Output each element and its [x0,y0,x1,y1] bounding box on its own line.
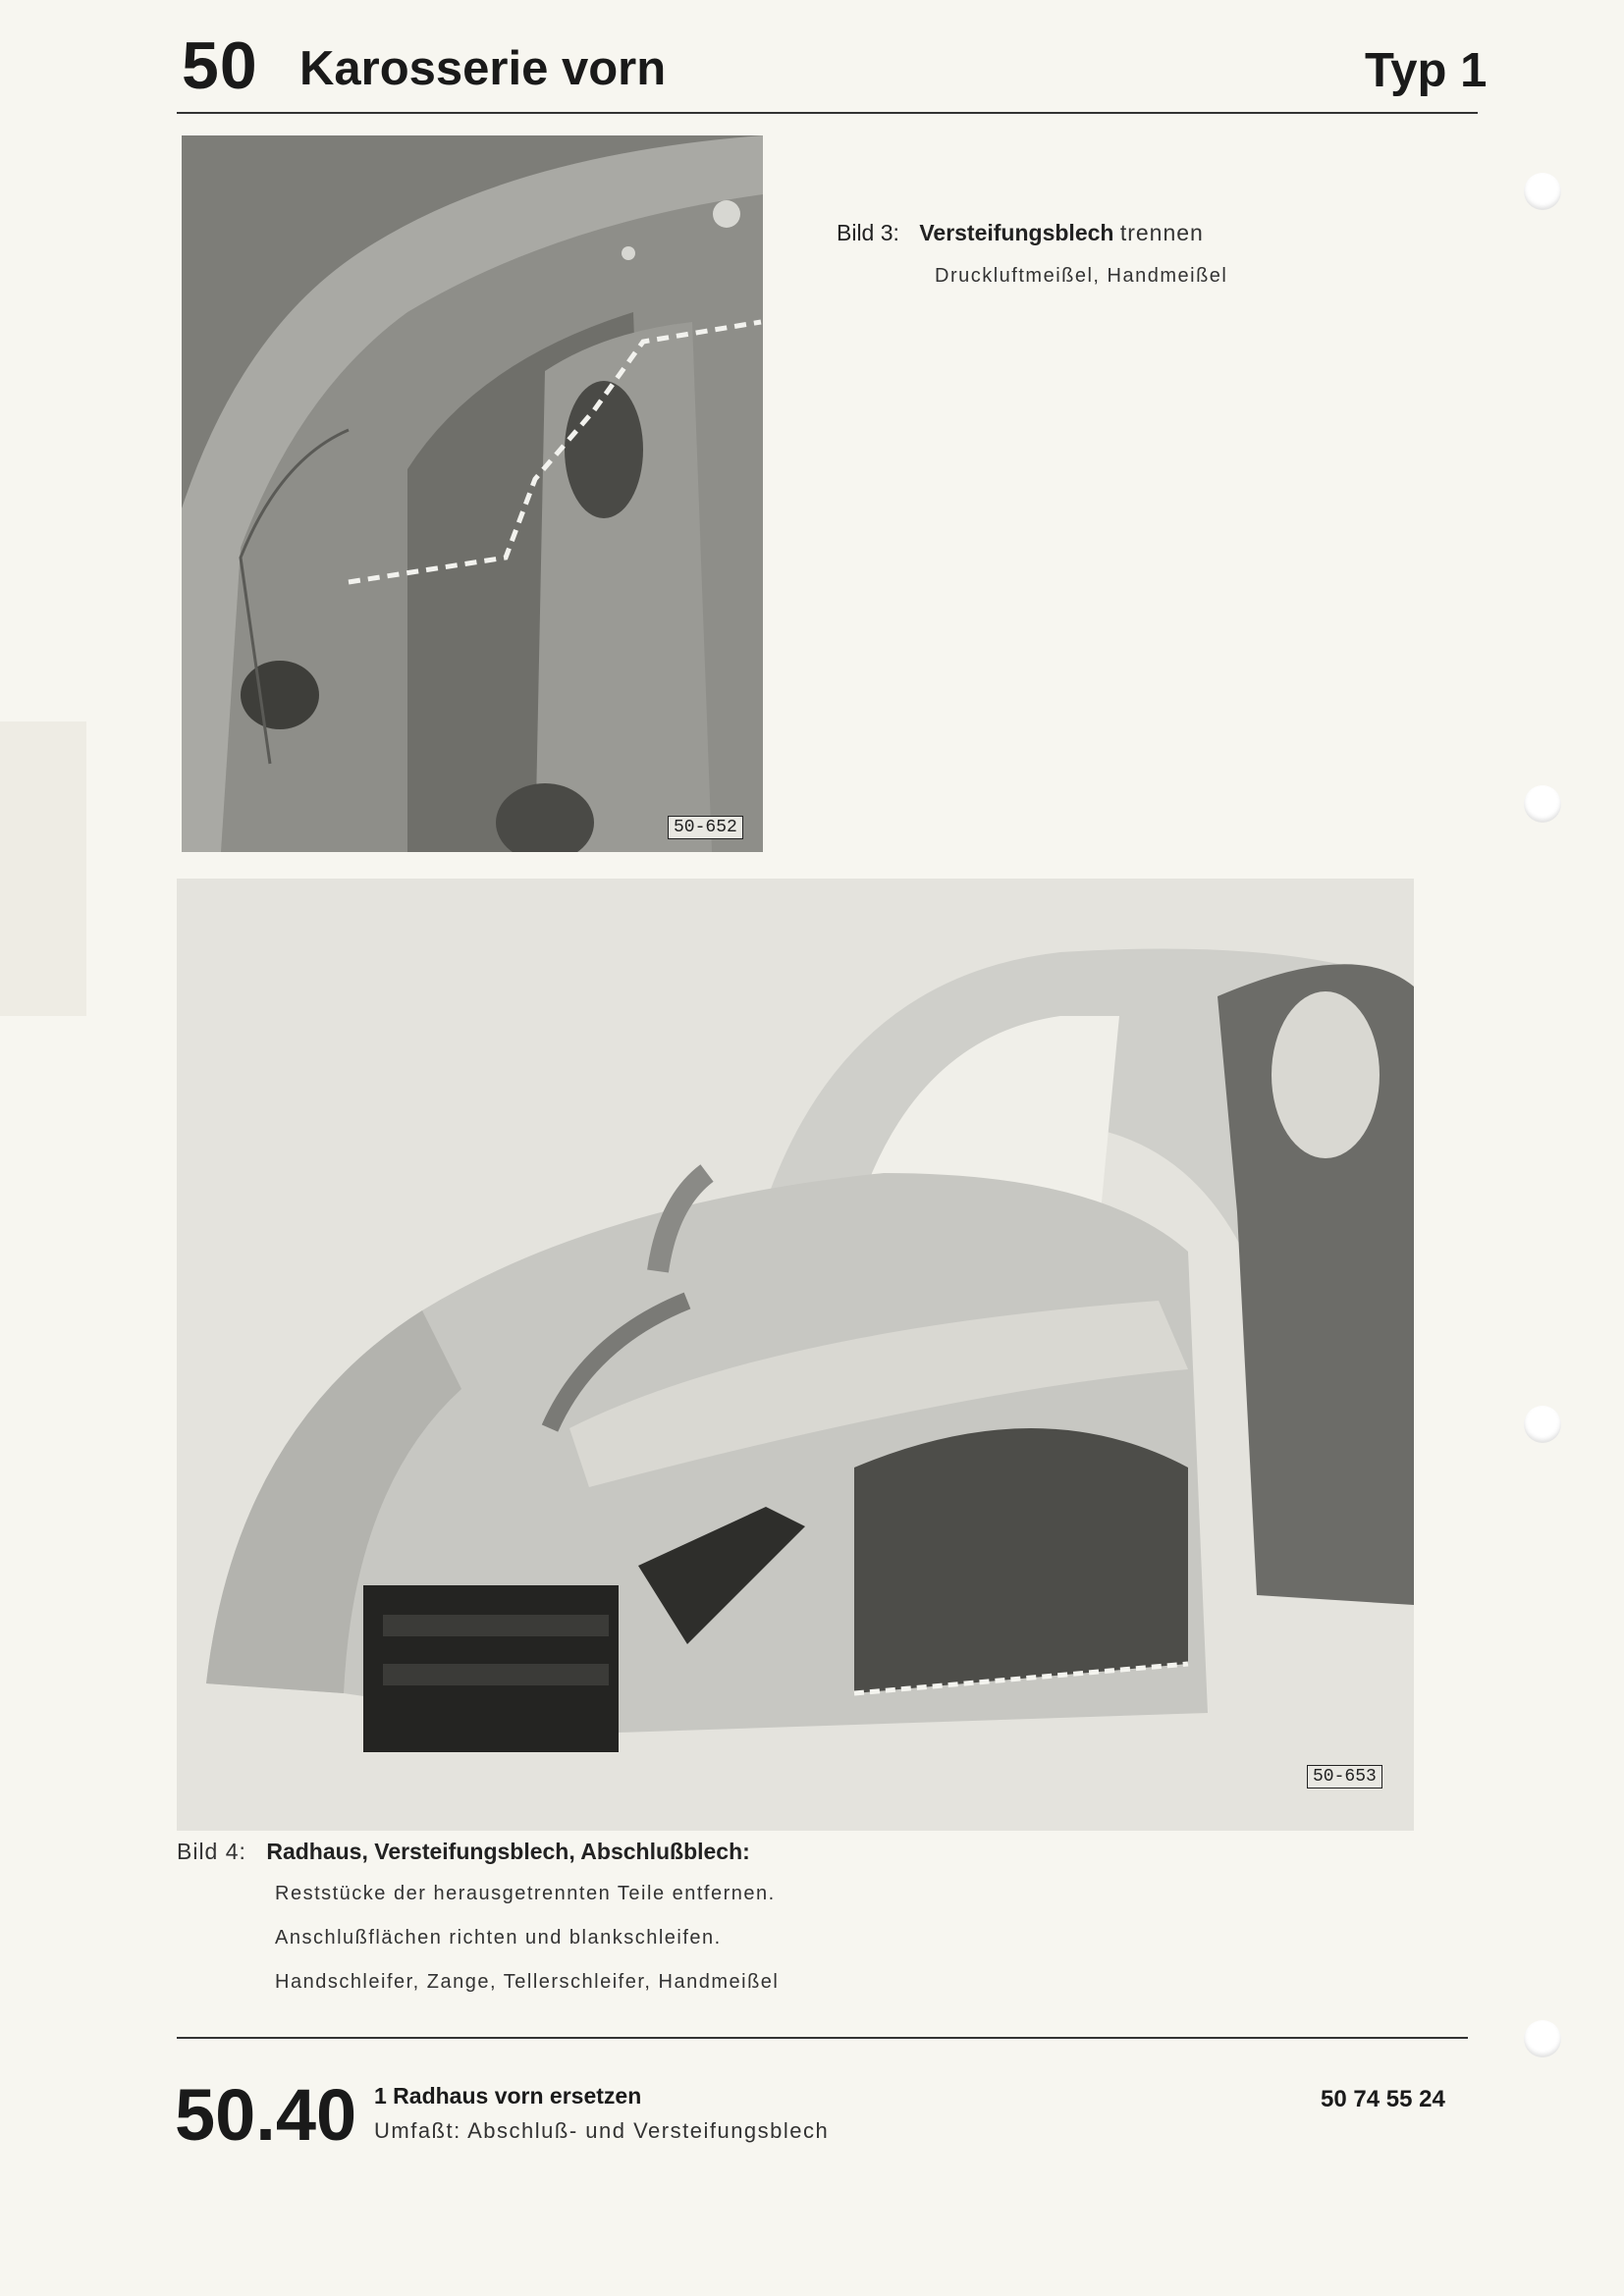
figure-4-photo-number: 50-653 [1307,1765,1382,1789]
footer-subtitle: Umfaßt: Abschluß- und Versteifungsblech [374,2118,830,2143]
figure-3-photo-number: 50-652 [668,816,743,839]
figure-4-step: Reststücke der herausgetrennten Teile entfernen. [275,1883,776,1904]
figure-4-caption [177,1839,750,1865]
figure-4-tools: Handschleifer, Zange, Tellerschleifer, Handmeißel [275,1971,780,1993]
section-number: 50 [182,28,258,103]
binder-hole [1524,2020,1561,2057]
wheelhouse-photo-illustration [182,135,763,852]
figure-3-photo [182,135,763,852]
figure-3-title: Versteifungsblech [919,220,1114,245]
footer-rule [177,2037,1468,2039]
page-number: 50.40 [175,2074,357,2156]
section-title: Karosserie vorn [299,42,667,95]
figure-3-caption [837,220,1204,246]
page-tab-edge [0,721,86,1016]
type-label: Typ 1 [1365,44,1488,97]
figure-3-label: Bild 3: [837,220,899,245]
binder-hole [1524,1406,1561,1443]
figure-3-title-suffix: trennen [1119,220,1204,245]
figure-4-step: Anschlußflächen richten und blankschleifen. [275,1927,722,1949]
figure-3-tools: Druckluftmeißel, Handmeißel [935,265,1228,287]
binder-hole [1524,173,1561,210]
figure-4-photo [177,879,1414,1831]
figure-4-label: Bild 4: [177,1839,246,1864]
document-code: 50 74 55 24 [1321,2086,1445,2112]
figure-4-title: Radhaus, Versteifungsblech, Abschlußblech: [266,1839,750,1864]
binder-hole [1524,785,1561,823]
car-body-photo-illustration [177,879,1414,1831]
footer-title: 1 Radhaus vorn ersetzen [374,2083,642,2109]
header-rule [177,112,1478,114]
